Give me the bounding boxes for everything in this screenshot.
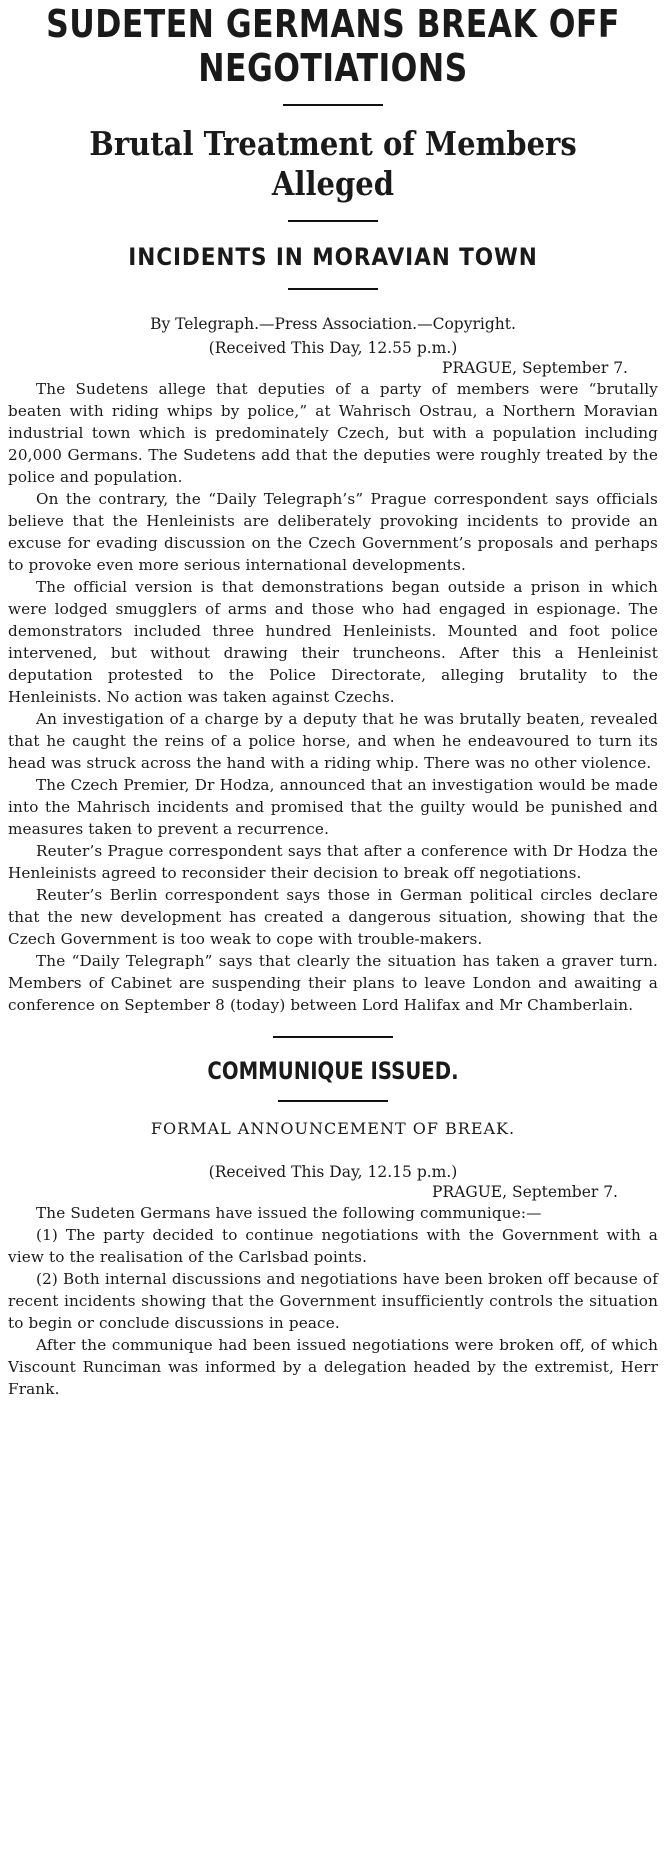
dateline: PRAGUE, September 7.	[442, 359, 628, 377]
article-paragraph: The official version is that demonstrations began outside a prison in which were lodged smugglers of arms and those who had engaged in espionage. The demonstrators included three hundred Henleinists. Mounted and foot police intervened, but without drawing their truncheons. After this a Henleinist deputation protested to the Police Directorate, alleging brutality to the Henleinists. No action was taken against Czechs.	[8, 578, 658, 706]
main-headline	[34, 0, 632, 90]
communique-paragraph: The Sudeten Germans have issued the following communique:—	[36, 1204, 542, 1222]
communique-body	[8, 1202, 658, 1400]
divider-rule-3	[288, 288, 378, 290]
divider-rule-5	[278, 1100, 388, 1102]
article-paragraph: The Czech Premier, Dr Hodza, announced that an investigation would be made into the Mahrisch incidents and promised that the guilty would be punished and measures taken to prevent a recurrence.	[8, 776, 658, 838]
byline: By Telegraph.—Press Association.—Copyright.	[150, 315, 516, 333]
article-paragraph: On the contrary, the “Daily Telegraph’s” Prague correspondent says officials believe that the Henleinists are deliberately provoking incidents to provide an excuse for evading discussion on the Czech Government’s proposals and perhaps to provoke even more serious international developments.	[8, 490, 658, 574]
divider-rule-1	[283, 104, 383, 106]
main-headline-line-2: NEGOTIATIONS	[198, 46, 468, 90]
communique-subheadline: FORMAL ANNOUNCEMENT OF BREAK.	[150, 1119, 516, 1138]
article-paragraph: An investigation of a charge by a deputy that he was brutally beaten, revealed that he caught the reins of a police horse, and when he endeavoured to turn its head was struck across the hand with a riding whip. There was no other violence.	[8, 710, 658, 772]
main-headline-line-1: SUDETEN GERMANS BREAK OFF	[46, 2, 620, 46]
communique-headline: COMMUNIQUE ISSUED.	[207, 1057, 459, 1085]
article-paragraph: Reuter’s Berlin correspondent says those in German political circles declare that the new development has created a dangerous situation, showing that the Czech Government is too weak to cope with trouble-makers.	[8, 886, 658, 948]
subheadline: Brutal Treatment of Members Alleged	[89, 124, 577, 203]
communique-paragraph: After the communique had been issued negotiations were broken off, of which Viscount Runciman was informed by a delegation headed by the extremist, Herr Frank.	[8, 1336, 658, 1398]
divider-rule-2	[288, 220, 378, 222]
communique-paragraph: (1) The party decided to continue negotiations with the Government with a view to the realisation of the Carlsbad points.	[8, 1226, 658, 1266]
communique-dateline: PRAGUE, September 7.	[432, 1183, 618, 1201]
divider-rule-4	[273, 1036, 393, 1038]
received-time: (Received This Day, 12.55 p.m.)	[208, 339, 458, 357]
article-body	[8, 378, 658, 1016]
communique-paragraph: (2) Both internal discussions and negotiations have been broken off because of recent incidents showing that the Government insufficiently controls the situation to begin or conclude discussions in peace.	[8, 1270, 658, 1332]
deck-headline: INCIDENTS IN MORAVIAN TOWN	[128, 243, 538, 271]
article-paragraph: The Sudetens allege that deputies of a party of members were “brutally beaten with riding whips by police,” at Wahrisch Ostrau, a Northern Moravian industrial town which is predominately Czech, but with a population including 20,000 Germans. The Sudetens add that the deputies were roughly treated by the police and population.	[8, 380, 658, 486]
article-paragraph: The “Daily Telegraph” says that clearly the situation has taken a graver turn. Members of Cabinet are suspending their plans to leave London and awaiting a conference on September 8 (today) between Lord Halifax and Mr Chamberlain.	[8, 952, 658, 1014]
article-paragraph: Reuter’s Prague correspondent says that after a conference with Dr Hodza the Henleinists agreed to reconsider their decision to break off negotiations.	[8, 842, 658, 882]
communique-received-time: (Received This Day, 12.15 p.m.)	[208, 1163, 458, 1181]
